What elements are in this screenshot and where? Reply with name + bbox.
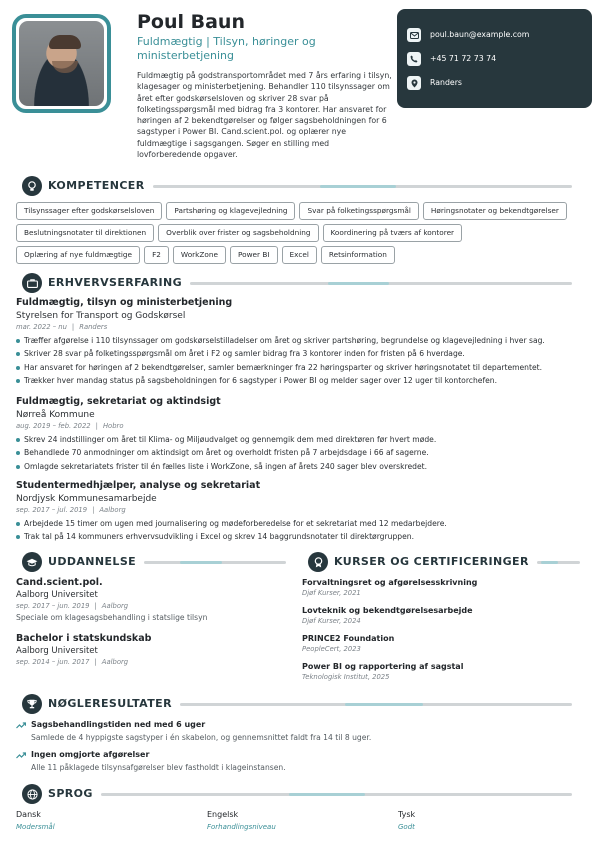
profile-photo-frame [12,14,111,113]
job-bullet: Skriver 28 svar på folketingsspørgsmål om året i F2 og samler bidrag fra 3 kontorer inden for fristen på 6 hverdage. [16,347,586,360]
course-title: Power BI og rapportering af sagstal [302,662,464,671]
course-meta: PeopleCert, 2023 [302,644,361,653]
course-meta: Teknologisk Institut, 2025 [302,672,390,681]
globe-icon [22,784,42,804]
section-divider [180,703,572,706]
job-location: Randers [79,322,108,331]
person-role: Fuldmægtig | Tilsyn, høringer og ministerbetjening [137,35,316,62]
language-name: Tysk [398,810,416,819]
education-location: Aalborg [101,658,129,667]
language-entry [398,810,415,832]
section-title-courses: KURSER OG CERTIFICERINGER [334,554,529,568]
education-dates: sep. 2017 – jun. 2019 [16,602,90,611]
section-title-languages: SPROG [48,786,93,800]
skill-tag: Høringsnotater og bekendtgørelser [423,202,567,220]
result-title-row [16,720,586,731]
course-title: PRINCE2 Foundation [302,634,395,643]
education-location: Aalborg [101,602,129,611]
profile-photo [19,21,104,106]
contact-phone[interactable]: +45 71 72 73 74 [430,53,497,63]
result-entry [16,720,586,743]
section-divider [144,561,286,564]
job-bullet: Trækker hver mandag status på sagsbeholdningen for 6 sagstyper i Power BI og melder sager over 12 uger til kontorchefen. [16,374,586,387]
contact-card [397,9,592,108]
lightbulb-icon [22,176,42,196]
job-meta: aug. 2019 – feb. 2022 | Hobro [16,421,124,430]
job-dates: aug. 2019 – feb. 2022 [16,421,91,430]
skill-tag: Beslutningsnotater til direktionen [16,224,154,242]
trophy-icon [22,694,42,714]
photo-hair [49,35,81,49]
skill-tag: Svar på folketingsspørgsmål [299,202,418,220]
skill-tag: WorkZone [173,246,226,264]
language-entry [207,810,276,832]
person-name: Poul Baun [137,11,245,33]
job-title: Fuldmægtig, tilsyn og ministerbetjening [16,297,233,308]
job-title: Studentermedhjælper, analyse og sekretariat [16,480,261,491]
job-company: Nørreå Kommune [16,409,95,420]
job-dates: mar. 2022 – nu [16,322,67,331]
education-meta: sep. 2014 – jun. 2017 | Aalborg [16,658,129,667]
section-title-education: UDDANNELSE [48,554,137,568]
section-header-languages [22,784,572,804]
skill-tag: Power BI [230,246,278,264]
contact-location: Randers [430,77,462,87]
language-level: Modersmål [16,822,55,831]
job-bullet: Arbejdede 15 timer om ugen med journalisering og mødeforberedelse for et sekretariat med 12 medarbejdere. [16,517,586,530]
section-divider [190,282,572,285]
education-entry [16,633,286,669]
result-title: Sagsbehandlingstiden ned med 6 uger [31,720,206,729]
profile-summary: Fuldmægtig på godstransportområdet med 7 års erfaring i tilsyn, klagesager og ministerbetjening. Behandler 110 tilsynssager om året efter godskørselsloven og skriver 28 svar på folketingsspørgsmål med bidrag fra 3 kontorer. Har ansvaret for høringen af 2 bekendtgørelser og følger sagsbeholdningen for 6 sagstyper i Power BI. Cand.scient.pol. og oplærer nye fuldmægtige i sagsgangen. Søger en stilling med lovforberedende opgaver. [137,71,392,160]
course-meta: Djøf Kurser, 2024 [302,616,361,625]
job-bullet: Træffer afgørelse i 110 tilsynssager om godskørselstilladelser om året og skriver partshøring, begrundelse og klagevejledning i hver sag. [16,334,586,347]
language-level: Godt [398,822,415,831]
skill-tag: Koordinering på tværs af kontorer [323,224,463,242]
skill-tag: Partshøring og klagevejledning [166,202,295,220]
education-school: Aalborg Universitet [16,589,98,600]
skill-tag: Retsinformation [321,246,395,264]
job-bullets [16,433,586,473]
phone-icon [407,52,421,66]
education-degree: Bachelor i statskundskab [16,633,152,644]
skill-tag: Overblik over frister og sagsbeholdning [158,224,318,242]
skill-tag: F2 [144,246,169,264]
section-header-courses [308,552,580,572]
section-header-results [22,694,572,714]
skill-tag: Excel [282,246,317,264]
job-bullets [16,334,586,387]
language-name: Engelsk [207,810,239,819]
briefcase-icon [22,273,42,293]
course-entry [302,578,586,598]
location-pin-icon [407,76,421,90]
mail-icon [407,28,421,42]
skill-tag: Tilsynssager efter godskørselsloven [16,202,162,220]
skill-tag: Oplæring af nye fuldmægtige [16,246,140,264]
section-divider [153,185,572,188]
result-title: Ingen omgjorte afgørelser [31,750,150,759]
job-bullet: Behandlede 70 anmodninger om aktindsigt om året og overholdt fristen på 7 arbejdsdage i 66 af sagerne. [16,446,586,459]
job-bullets [16,517,586,544]
job-meta: sep. 2017 – jul. 2019 | Aalborg [16,505,126,514]
education-entry [16,577,286,624]
course-meta: Djøf Kurser, 2021 [302,588,361,597]
certificate-icon [308,552,328,572]
section-title-experience: ERHVERVSERFARING [48,275,183,289]
contact-location-row [407,71,582,95]
course-title: Lovteknik og bekendtgørelsesarbejde [302,606,473,615]
skills-list [16,202,584,264]
section-title-results: NØGLERESULTATER [48,696,172,710]
job-bullet: Har ansvaret for høringen af 2 bekendtgørelser, samler bemærkninger fra 22 høringsparter og skriver høringsnotatet til departementet. [16,361,586,374]
section-title-skills: KOMPETENCER [48,178,145,192]
contact-email[interactable]: poul.baun@example.com [430,29,530,39]
course-entry [302,606,586,626]
job-company: Nordjysk Kommunesamarbejde [16,493,157,504]
course-title: Forvaltningsret og afgørelsesskrivning [302,578,478,587]
job-title: Fuldmægtig, sekretariat og aktindsigt [16,396,221,407]
result-description: Alle 11 påklagede tilsynsafgørelser blev fastholdt i klageinstansen. [31,762,286,772]
result-entry [16,750,586,773]
language-name: Dansk [16,810,41,819]
course-entry [302,662,586,682]
job-location: Aalborg [99,505,126,514]
education-meta: sep. 2017 – jun. 2019 | Aalborg [16,602,129,611]
job-location: Hobro [102,421,124,430]
job-company: Styrelsen for Transport og Godskørsel [16,310,186,321]
job-bullet: Skrev 24 indstillinger om året til Klima- og Miljøudvalget og gennemgik dem med direktøren før hvert møde. [16,433,586,446]
language-level: Forhandlingsniveau [207,822,276,831]
language-entry [16,810,55,832]
result-description: Samlede de 4 hyppigste sagstyper i én skabelon, og gennemsnittet faldt fra 14 til 8 uger. [31,732,372,742]
job-bullet: Omlagde sekretariatets frister til én fælles liste i WorkZone, så ingen af årets 240 sager blev overskredet. [16,460,586,473]
section-divider [101,793,572,796]
graduation-cap-icon [22,552,42,572]
job-entry [16,396,586,473]
education-description: Speciale om klagesagsbehandling i statslige tilsyn [16,613,208,623]
section-header-skills [22,176,572,196]
section-header-experience [22,273,572,293]
job-entry [16,480,586,544]
result-title-row [16,750,586,761]
section-divider [537,561,580,564]
photo-beard [52,61,78,73]
trend-up-icon [16,752,26,759]
trend-up-icon [16,722,26,729]
section-header-education [22,552,286,572]
job-dates: sep. 2017 – jul. 2019 [16,505,88,514]
course-entry [302,634,586,654]
job-entry [16,297,586,387]
contact-phone-row[interactable] [407,47,582,71]
education-dates: sep. 2014 – jun. 2017 [16,658,90,667]
job-meta: mar. 2022 – nu | Randers [16,322,108,331]
contact-email-row[interactable] [407,23,582,47]
education-school: Aalborg Universitet [16,645,98,656]
education-degree: Cand.scient.pol. [16,577,103,588]
job-bullet: Trak tal på 14 kommuners erhvervsudvikling i Excel og skrev 14 baggrundsnotater til direktørgruppen. [16,530,586,543]
